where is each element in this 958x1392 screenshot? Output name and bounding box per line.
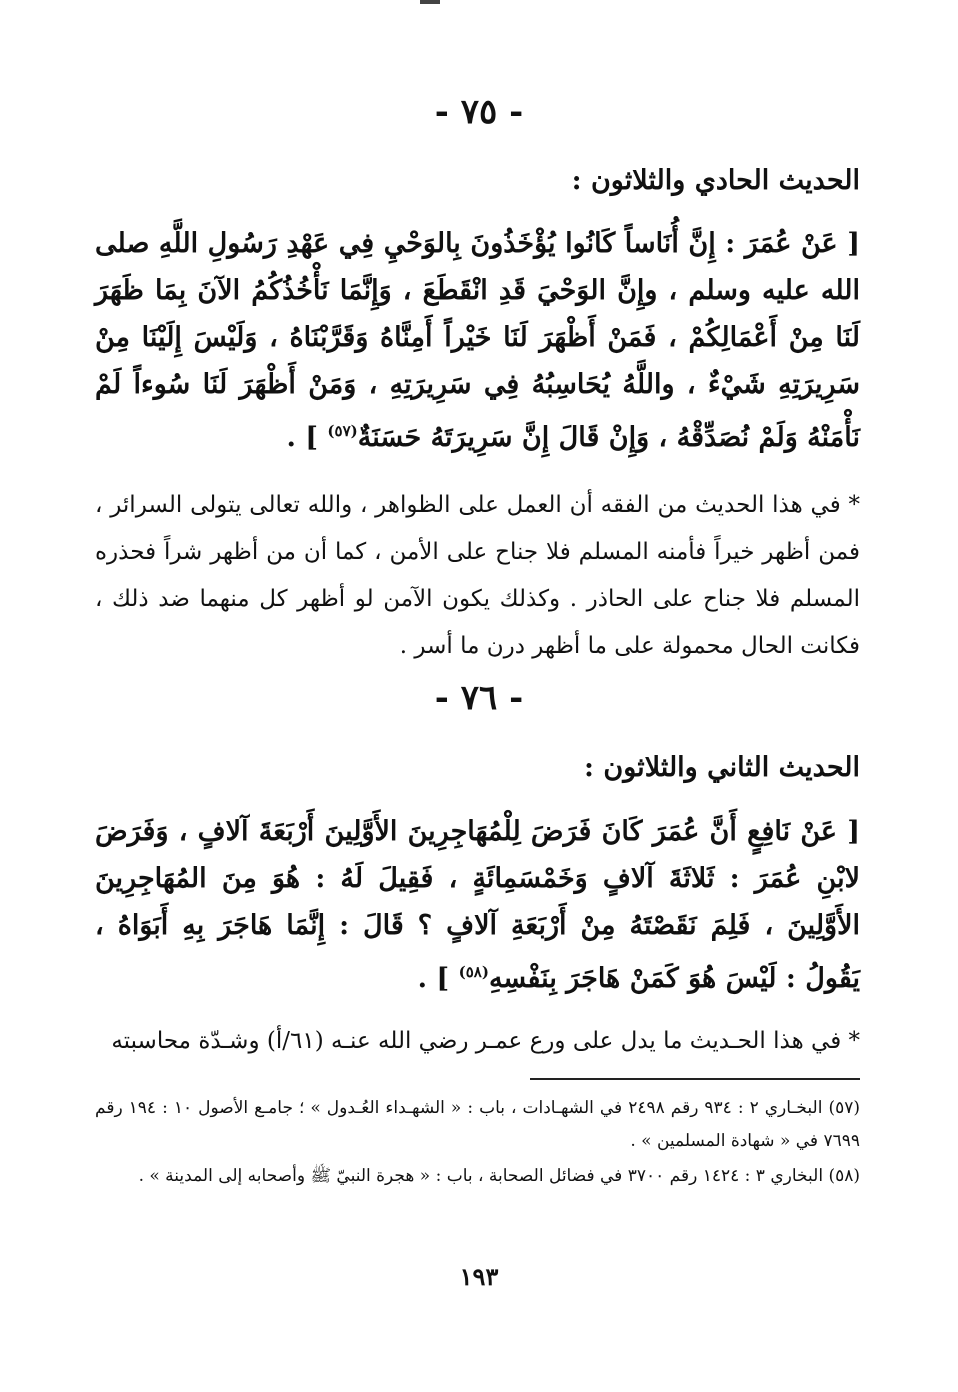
hadith-text-75-body: [ عَنْ عُمَرَ : إِنَّ أُنَاساً كَانُوا يُؤْخَذُونَ بِالوَحْيِ فِي عَهْدِ رَسُولِ اللَّهِ صلى الله عليه وسلم ، وإِنَّ الوَحْيَ قَدِ انْقَطَعَ ، وَإِنَّمَا نَأْخُذُكُمُ الآنَ بِمَا ظَهَرَ لَنَا مِنْ أَعْمَالِكُمْ ، فَمَنْ أَظْهَرَ لَنَا خَيْراً أَمِنَّاهُ وَقَرَّبْنَاهُ ، وَلَيْسَ إِلَيْنَا مِنْ سَرِيرَتِهِ شَيْءٌ ، واللَّهُ يُحَاسِبُهُ فِي سَرِيرَتِهِ ، وَمَنْ أَظْهَرَ لَنَا سُوءاً لَمْ نَأْمَنْهُ وَلَمْ نُصَدِّقْهُ ، وَإِنْ قَالَ إِنَّ سَرِيرَتَهُ حَسَنَةٌ [95, 228, 860, 453]
hadith-heading-32: الحديث الثاني والثلاثون : [584, 752, 860, 783]
footnote-57: (٥٧) البخـاري ٢ : ٩٣٤ رقم ٢٤٩٨ في الشهـادات ، باب : « الشهـداء العُـدول » ؛ جامـع الأصول ١٠ : ١٩٤ رقم ٧٦٩٩ في « شهادة المسلمين » . [95, 1098, 860, 1151]
footnote-58: (٥٨) البخاري ٣ : ١٤٢٤ رقم ٣٧٠٠ في فضائل الصحابة ، باب : « هجرة النبيّ ﷺ وأصحابه إلى المدينة » . [138, 1166, 860, 1186]
hadith-number-76: - ٧٦ - [434, 678, 524, 718]
footnotes [95, 1092, 860, 1195]
hadith-text-76 [95, 808, 860, 1002]
scan-mark [420, 0, 440, 4]
footnote-ref-57: (٥٧) [327, 422, 358, 440]
commentary-75: * في هذا الحديث من الفقه أن العمل على الظواهر ، والله تعالى يتولى السرائر ، فمن أظهر خيراً فأمنه المسلم فلا جناح على الأمن ، كما أن من أظهر شراً فحذره المسلم فلا جناح على الحاذر . وكذلك يكون الآمن لو أظهر كل منهما ضد ذلك ، فكانت الحال محمولة على ما أظهر درن ما أسر . [95, 492, 860, 659]
footnote-divider [530, 1078, 860, 1080]
hadith-text-75 [95, 220, 860, 461]
footnote-ref-58: (٥٨) [458, 963, 489, 981]
hadith-text-75-close: ] . [286, 422, 328, 453]
hadith-number-75: - ٧٥ - [434, 92, 524, 132]
hadith-text-76-close: ] . [417, 963, 459, 994]
page-number: ١٩٣ [459, 1262, 499, 1291]
hadith-text-76-body: [ عَنْ نَافِعٍ أَنَّ عُمَرَ كَانَ فَرَضَ لِلْمُهَاجِرِينَ الأَوَّلِينَ أَرْبَعَةَ آلافٍ ، وَفَرَضَ لابْنِ عُمَرَ : ثَلاثَةَ آلافٍ وَخَمْسَمِائَةٍ ، فَقِيلَ لَهُ : هُوَ مِنَ المُهَاجِرِينَ الأَوَّلِينَ ، فَلِمَ نَقَصْتَهُ مِنْ أَرْبَعَةِ آلافٍ ؟ قَالَ : إِنَّمَا هَاجَرَ بِهِ أَبَوَاهُ ، يَقُولُ : لَيْسَ هُوَ كَمَنْ هَاجَرَ بِنَفْسِهِ [95, 816, 860, 994]
commentary-76: * في هذا الحـديث ما يدل على ورع عمـر رضي الله عنـه (٦١/أ) وشـدّة محاسبته [111, 1028, 860, 1054]
hadith-heading-31: الحديث الحادي والثلاثون : [571, 165, 860, 196]
